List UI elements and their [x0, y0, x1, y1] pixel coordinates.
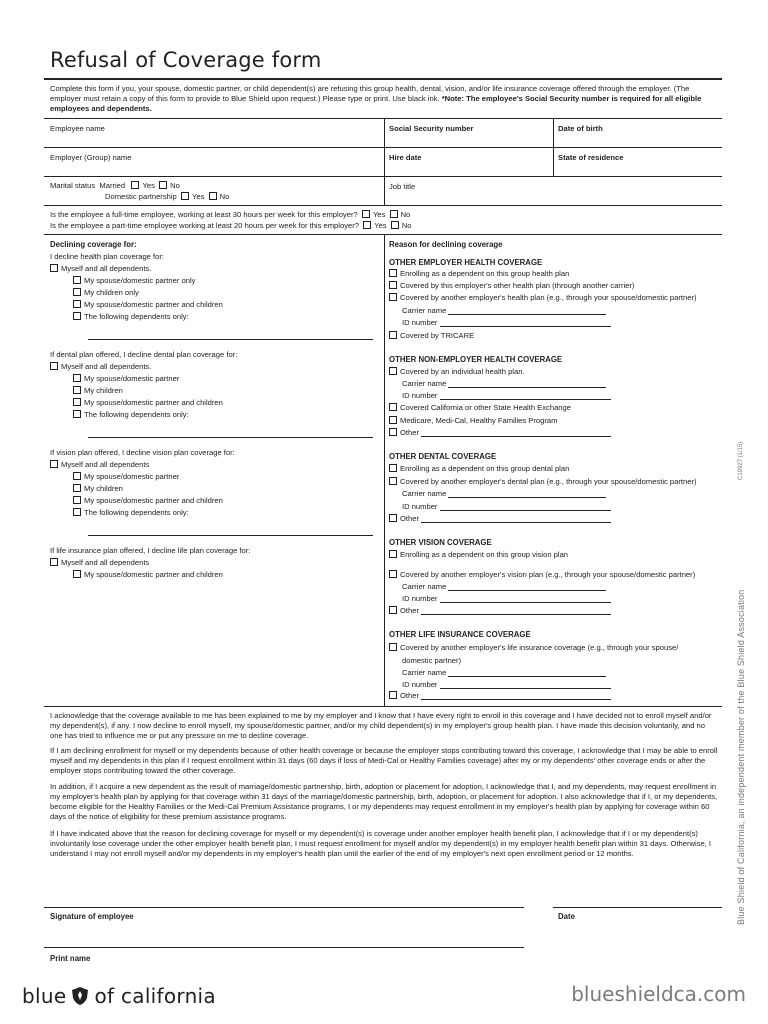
employee-name-field[interactable]: Employee name [50, 124, 105, 133]
carrier-label: Carrier name [402, 668, 447, 677]
domestic-partnership-row [105, 192, 229, 201]
checkbox[interactable] [389, 416, 397, 424]
checkbox[interactable] [73, 374, 81, 382]
ne-option-3[interactable] [389, 416, 557, 425]
health-dependents-line[interactable] [88, 339, 373, 340]
grid-vline-right [553, 118, 554, 176]
checkbox[interactable] [389, 606, 397, 614]
yes-label: Yes [372, 210, 386, 219]
checkbox[interactable] [50, 558, 58, 566]
health-spouse-children-option[interactable] [73, 300, 223, 309]
option-label: Covered by an individual health plan. [400, 367, 525, 376]
life-spouse-children-option[interactable] [73, 570, 223, 579]
ssn-field[interactable]: Social Security number [389, 124, 474, 133]
blue-shield-logo [22, 984, 216, 1008]
health-following-option[interactable] [73, 312, 189, 321]
employer-name-field[interactable]: Employer (Group) name [50, 153, 132, 162]
checkbox[interactable] [389, 367, 397, 375]
life-myself-option[interactable] [50, 558, 149, 567]
option-label: Myself and all dependents [61, 460, 150, 469]
option-label: My spouse/domestic partner and children [84, 496, 223, 505]
checkbox[interactable] [389, 570, 397, 578]
vision-heading: OTHER VISION COVERAGE [389, 538, 492, 547]
v-other-option[interactable] [389, 606, 611, 615]
association-disclaimer: Blue Shield of California, an independent member of the Blue Shield Association [736, 589, 746, 925]
ne-carrier-field[interactable] [402, 379, 606, 388]
job-title-field[interactable]: Job title [389, 182, 416, 191]
employer-health-heading: OTHER EMPLOYER HEALTH COVERAGE [389, 258, 543, 267]
body-vline [384, 234, 385, 706]
vision-myself-option[interactable] [50, 460, 149, 469]
declining-heading: Declining coverage for: [50, 240, 137, 249]
dp-yes-checkbox[interactable] [181, 192, 189, 200]
parttime-no-checkbox[interactable] [391, 221, 399, 229]
d-other-option[interactable] [389, 514, 611, 523]
print-name-label: Print name [50, 954, 91, 963]
option-label: Enrolling as a dependent on this group dental plan [400, 464, 570, 473]
l-other-option[interactable] [389, 691, 611, 700]
option-label: Covered by this employer's other health plan (through another carrier) [400, 281, 635, 290]
checkbox[interactable] [50, 264, 58, 272]
grid-vline-mid [384, 118, 385, 205]
ne-id-field[interactable] [402, 391, 611, 400]
checkbox[interactable] [73, 410, 81, 418]
d-option-1[interactable] [389, 464, 569, 473]
ne-option-2[interactable] [389, 403, 571, 412]
checkbox[interactable] [389, 643, 397, 651]
intro-text [50, 84, 720, 114]
eh-option-1[interactable] [389, 269, 569, 278]
parttime-yes-checkbox[interactable] [363, 221, 371, 229]
intro-body: Complete this form if you, your spouse, domestic partner, or child dependent(s) are refusing this group health, dental, vision, and/or life insurance coverage offered through the employer. (The employer must retain a copy of this form to provide to Blue Shield upon request.) Please type or print. Use black ink. [50, 84, 690, 103]
option-label: Myself and all dependents. [61, 362, 152, 371]
option-label: Medicare, Medi-Cal, Healthy Families Program [400, 416, 558, 425]
tricare-option[interactable] [389, 331, 474, 340]
option-label: My children only [84, 288, 139, 297]
v-option-2[interactable] [389, 570, 695, 579]
checkbox[interactable] [73, 312, 81, 320]
checkbox[interactable] [73, 398, 81, 406]
intro-note: *Note: The employee's Social Security number is required for all eligible employees and dependents. [50, 94, 702, 113]
id-label: ID number [402, 391, 438, 400]
option-label: My children [84, 484, 123, 493]
grid-rule-5 [44, 234, 722, 235]
life-heading: OTHER LIFE INSURANCE COVERAGE [389, 630, 531, 639]
eh-id-field[interactable] [402, 318, 611, 327]
dob-field[interactable]: Date of birth [558, 124, 603, 133]
life-intro: If life insurance plan offered, I decline life plan coverage for: [50, 546, 251, 555]
option-label: Other [400, 428, 419, 437]
checkbox[interactable] [73, 288, 81, 296]
option-label: Covered by another employer's life insurance coverage (e.g., through your spouse/ [400, 643, 679, 652]
id-label: ID number [402, 318, 438, 327]
checkbox[interactable] [389, 269, 397, 277]
carrier-label: Carrier name [402, 306, 447, 315]
yes-label: Yes [374, 221, 387, 230]
checkbox[interactable] [389, 477, 397, 485]
option-label: The following dependents only: [84, 508, 189, 517]
checkbox[interactable] [389, 691, 397, 699]
checkbox[interactable] [389, 293, 397, 301]
checkbox[interactable] [389, 403, 397, 411]
parttime-row [50, 221, 412, 230]
dental-children-option[interactable] [73, 386, 123, 395]
checkbox[interactable] [73, 386, 81, 394]
parttime-question: Is the employee a part-time employee working at least 20 hours per week for this employer? [50, 221, 359, 230]
health-intro: I decline health plan coverage for: [50, 252, 164, 261]
vision-following-option[interactable] [73, 508, 189, 517]
eh-option-2[interactable] [389, 281, 634, 290]
dental-heading: OTHER DENTAL COVERAGE [389, 452, 497, 461]
married-no-checkbox[interactable] [159, 181, 167, 189]
checkbox[interactable] [73, 496, 81, 504]
marital-status-label: Marital status [50, 181, 96, 190]
option-label: Other [400, 691, 419, 700]
checkbox[interactable] [389, 281, 397, 289]
option-label: Covered California or other State Health Exchange [400, 403, 571, 412]
non-employer-heading: OTHER NON-EMPLOYER HEALTH COVERAGE [389, 355, 563, 364]
married-label: Married [99, 181, 126, 190]
option-label: My spouse/domestic partner and children [84, 300, 223, 309]
dental-spouse-children-option[interactable] [73, 398, 223, 407]
ack-top-rule [44, 706, 722, 707]
v-carrier-field[interactable] [402, 582, 606, 591]
fulltime-no-checkbox[interactable] [390, 210, 398, 218]
fulltime-row [50, 210, 410, 219]
option-label: Covered by another employer's vision plan (e.g., through your spouse/domestic partner) [400, 570, 696, 579]
option-label: The following dependents only: [84, 410, 189, 419]
no-label: No [401, 221, 412, 230]
option-label: My spouse/domestic partner and children [84, 570, 223, 579]
form-code: C19927 (1/15) [738, 441, 744, 480]
hire-date-field[interactable]: Hire date [389, 153, 422, 162]
option-label: Myself and all dependents. [61, 264, 152, 273]
eh-carrier-field[interactable] [402, 306, 606, 315]
ne-other-option[interactable] [389, 428, 611, 437]
vision-dependents-line[interactable] [88, 535, 373, 536]
shield-icon [72, 987, 88, 1005]
print-name-line[interactable] [44, 947, 524, 948]
no-label: No [170, 181, 180, 190]
dental-spouse-option[interactable] [73, 374, 179, 383]
domestic-partnership-label: Domestic partnership [105, 192, 177, 201]
dp-no-checkbox[interactable] [209, 192, 217, 200]
state-field[interactable]: State of residence [558, 153, 624, 162]
option-label: The following dependents only: [84, 312, 189, 321]
checkbox[interactable] [73, 570, 81, 578]
option-label: Covered by another employer's dental plan (e.g., through your spouse/domestic partner) [400, 477, 697, 486]
vision-spouse-option[interactable] [73, 472, 179, 481]
married-yes-checkbox[interactable] [131, 181, 139, 189]
checkbox[interactable] [73, 276, 81, 284]
dental-dependents-line[interactable] [88, 437, 373, 438]
health-spouse-option[interactable] [73, 276, 195, 285]
grid-rule-4 [44, 205, 722, 206]
option-label: Covered by another employer's health plan (e.g., through your spouse/domestic partner) [400, 293, 697, 302]
no-label: No [219, 192, 230, 201]
signature-label: Signature of employee [50, 912, 134, 921]
ack-paragraph-3: In addition, if I acquire a new dependent as the result of marriage/domestic partnership, birth, adoption or placement for adoption, I acknowledge that I, and my dependents, may request enrollment in my employer's health plan by applying for that coverage within 31 days of the marriage/domestic partnership, birth, adoption, or placement for adoption. I also acknowledge that if I, or my dependents, become eligible for the Healthy Families or the Medi-Cal Premium Assistance programs, I or my dependents may request enrollment in my employer's health plan by applying for coverage within 60 days of the notice of eligibility for these premium assistance programs. [50, 782, 718, 821]
fulltime-yes-checkbox[interactable] [362, 210, 370, 218]
logo-text-left: blue [22, 984, 67, 1008]
checkbox[interactable] [50, 460, 58, 468]
ack-paragraph-2: If I am declining enrollment for myself or my dependents because of other health coverage or because the employer stops contributing toward this coverage, I acknowledge that I may be able to enroll myself and my dependents in this plan if I request enrollment within 31 days (60 days if loss of Medi-Cal or Healthy Families coverage) after my or my dependents' other coverage ends or after the employer stops contributing toward the other coverage. [50, 746, 718, 775]
yes-label: Yes [142, 181, 155, 190]
option-label: My spouse/domestic partner [84, 472, 180, 481]
reasons-heading: Reason for declining coverage [389, 240, 503, 249]
option-label: Other [400, 514, 419, 523]
checkbox[interactable] [389, 514, 397, 522]
v-option-1[interactable] [389, 550, 568, 559]
form-title: Refusal of Coverage form [50, 48, 322, 72]
v-id-field[interactable] [402, 594, 611, 603]
option-label: Other [400, 606, 419, 615]
health-children-option[interactable] [73, 288, 139, 297]
option-label: My spouse/domestic partner [84, 374, 180, 383]
checkbox[interactable] [50, 362, 58, 370]
grid-rule-2 [44, 147, 722, 148]
d-id-field[interactable] [402, 502, 611, 511]
website-url[interactable]: blueshieldca.com [571, 982, 746, 1006]
yes-label: Yes [191, 192, 205, 201]
date-label: Date [558, 912, 575, 921]
checkbox[interactable] [73, 300, 81, 308]
dental-myself-option[interactable] [50, 362, 151, 371]
checkbox[interactable] [389, 464, 397, 472]
option-label: Myself and all dependents [61, 558, 150, 567]
signature-line[interactable] [44, 907, 524, 908]
carrier-label: Carrier name [402, 489, 447, 498]
vision-spouse-children-option[interactable] [73, 496, 223, 505]
dental-following-option[interactable] [73, 410, 189, 419]
dental-intro: If dental plan offered, I decline dental plan coverage for: [50, 350, 238, 359]
l-id-field[interactable] [402, 680, 611, 689]
health-myself-option[interactable] [50, 264, 151, 273]
option-label: My spouse/domestic partner and children [84, 398, 223, 407]
carrier-label: Carrier name [402, 379, 447, 388]
ack-paragraph-4: If I have indicated above that the reason for declining coverage for myself or my dependent(s) is coverage under another employer health benefit plan, I acknowledge that if I or my dependent(s) involuntarily lose coverage under the other employer health benefit plan, I must request enrollment for myself and/or my dependent(s) in my employer health benefit plan within 31 days. Otherwise, I understand I may not enroll myself and/or my dependents in my employer's health plan until the earlier of the end of my employer's next open enrollment period or 12 months. [50, 829, 712, 858]
checkbox[interactable] [73, 484, 81, 492]
checkbox[interactable] [389, 428, 397, 436]
l-option-1[interactable] [389, 643, 678, 652]
option-label: Covered by TRICARE [400, 331, 475, 340]
option-label: My children [84, 386, 123, 395]
option-label: My spouse/domestic partner only [84, 276, 196, 285]
id-label: ID number [402, 680, 438, 689]
d-option-2[interactable] [389, 477, 697, 486]
id-label: ID number [402, 594, 438, 603]
logo-text-right: of california [94, 984, 216, 1008]
d-carrier-field[interactable] [402, 489, 606, 498]
id-label: ID number [402, 502, 438, 511]
option-label: Enrolling as a dependent on this group vision plan [400, 550, 569, 559]
option-label: Enrolling as a dependent on this group health plan [400, 269, 570, 278]
l-option-1-cont: domestic partner) [402, 656, 462, 665]
checkbox[interactable] [389, 331, 397, 339]
checkbox[interactable] [73, 508, 81, 516]
ack-paragraph-1: I acknowledge that the coverage available to me has been explained to me by my employer and I know that I have every right to enroll in this coverage and I have decided not to enroll myself and/or my dependent(s), if any. I now decline to enroll myself, my spouse/domestic partner, and/or my child dependent(s) in my employer's group health plan. I have made this decision voluntarily, and no one has tried to influence me or put any pressure on me to decline coverage. [50, 711, 712, 740]
fulltime-question: Is the employee a full-time employee, working at least 30 hours per week for this employer? [50, 210, 358, 219]
marital-status-row [50, 181, 180, 190]
carrier-label: Carrier name [402, 582, 447, 591]
date-line[interactable] [553, 907, 722, 908]
title-rule [44, 78, 722, 80]
l-carrier-field[interactable] [402, 668, 606, 677]
grid-rule-3 [44, 176, 722, 177]
checkbox[interactable] [389, 550, 397, 558]
no-label: No [400, 210, 411, 219]
checkbox[interactable] [73, 472, 81, 480]
vision-intro: If vision plan offered, I decline vision plan coverage for: [50, 448, 235, 457]
vision-children-option[interactable] [73, 484, 123, 493]
ne-option-1[interactable] [389, 367, 525, 376]
eh-option-3[interactable] [389, 293, 697, 302]
grid-top-rule [44, 118, 722, 119]
